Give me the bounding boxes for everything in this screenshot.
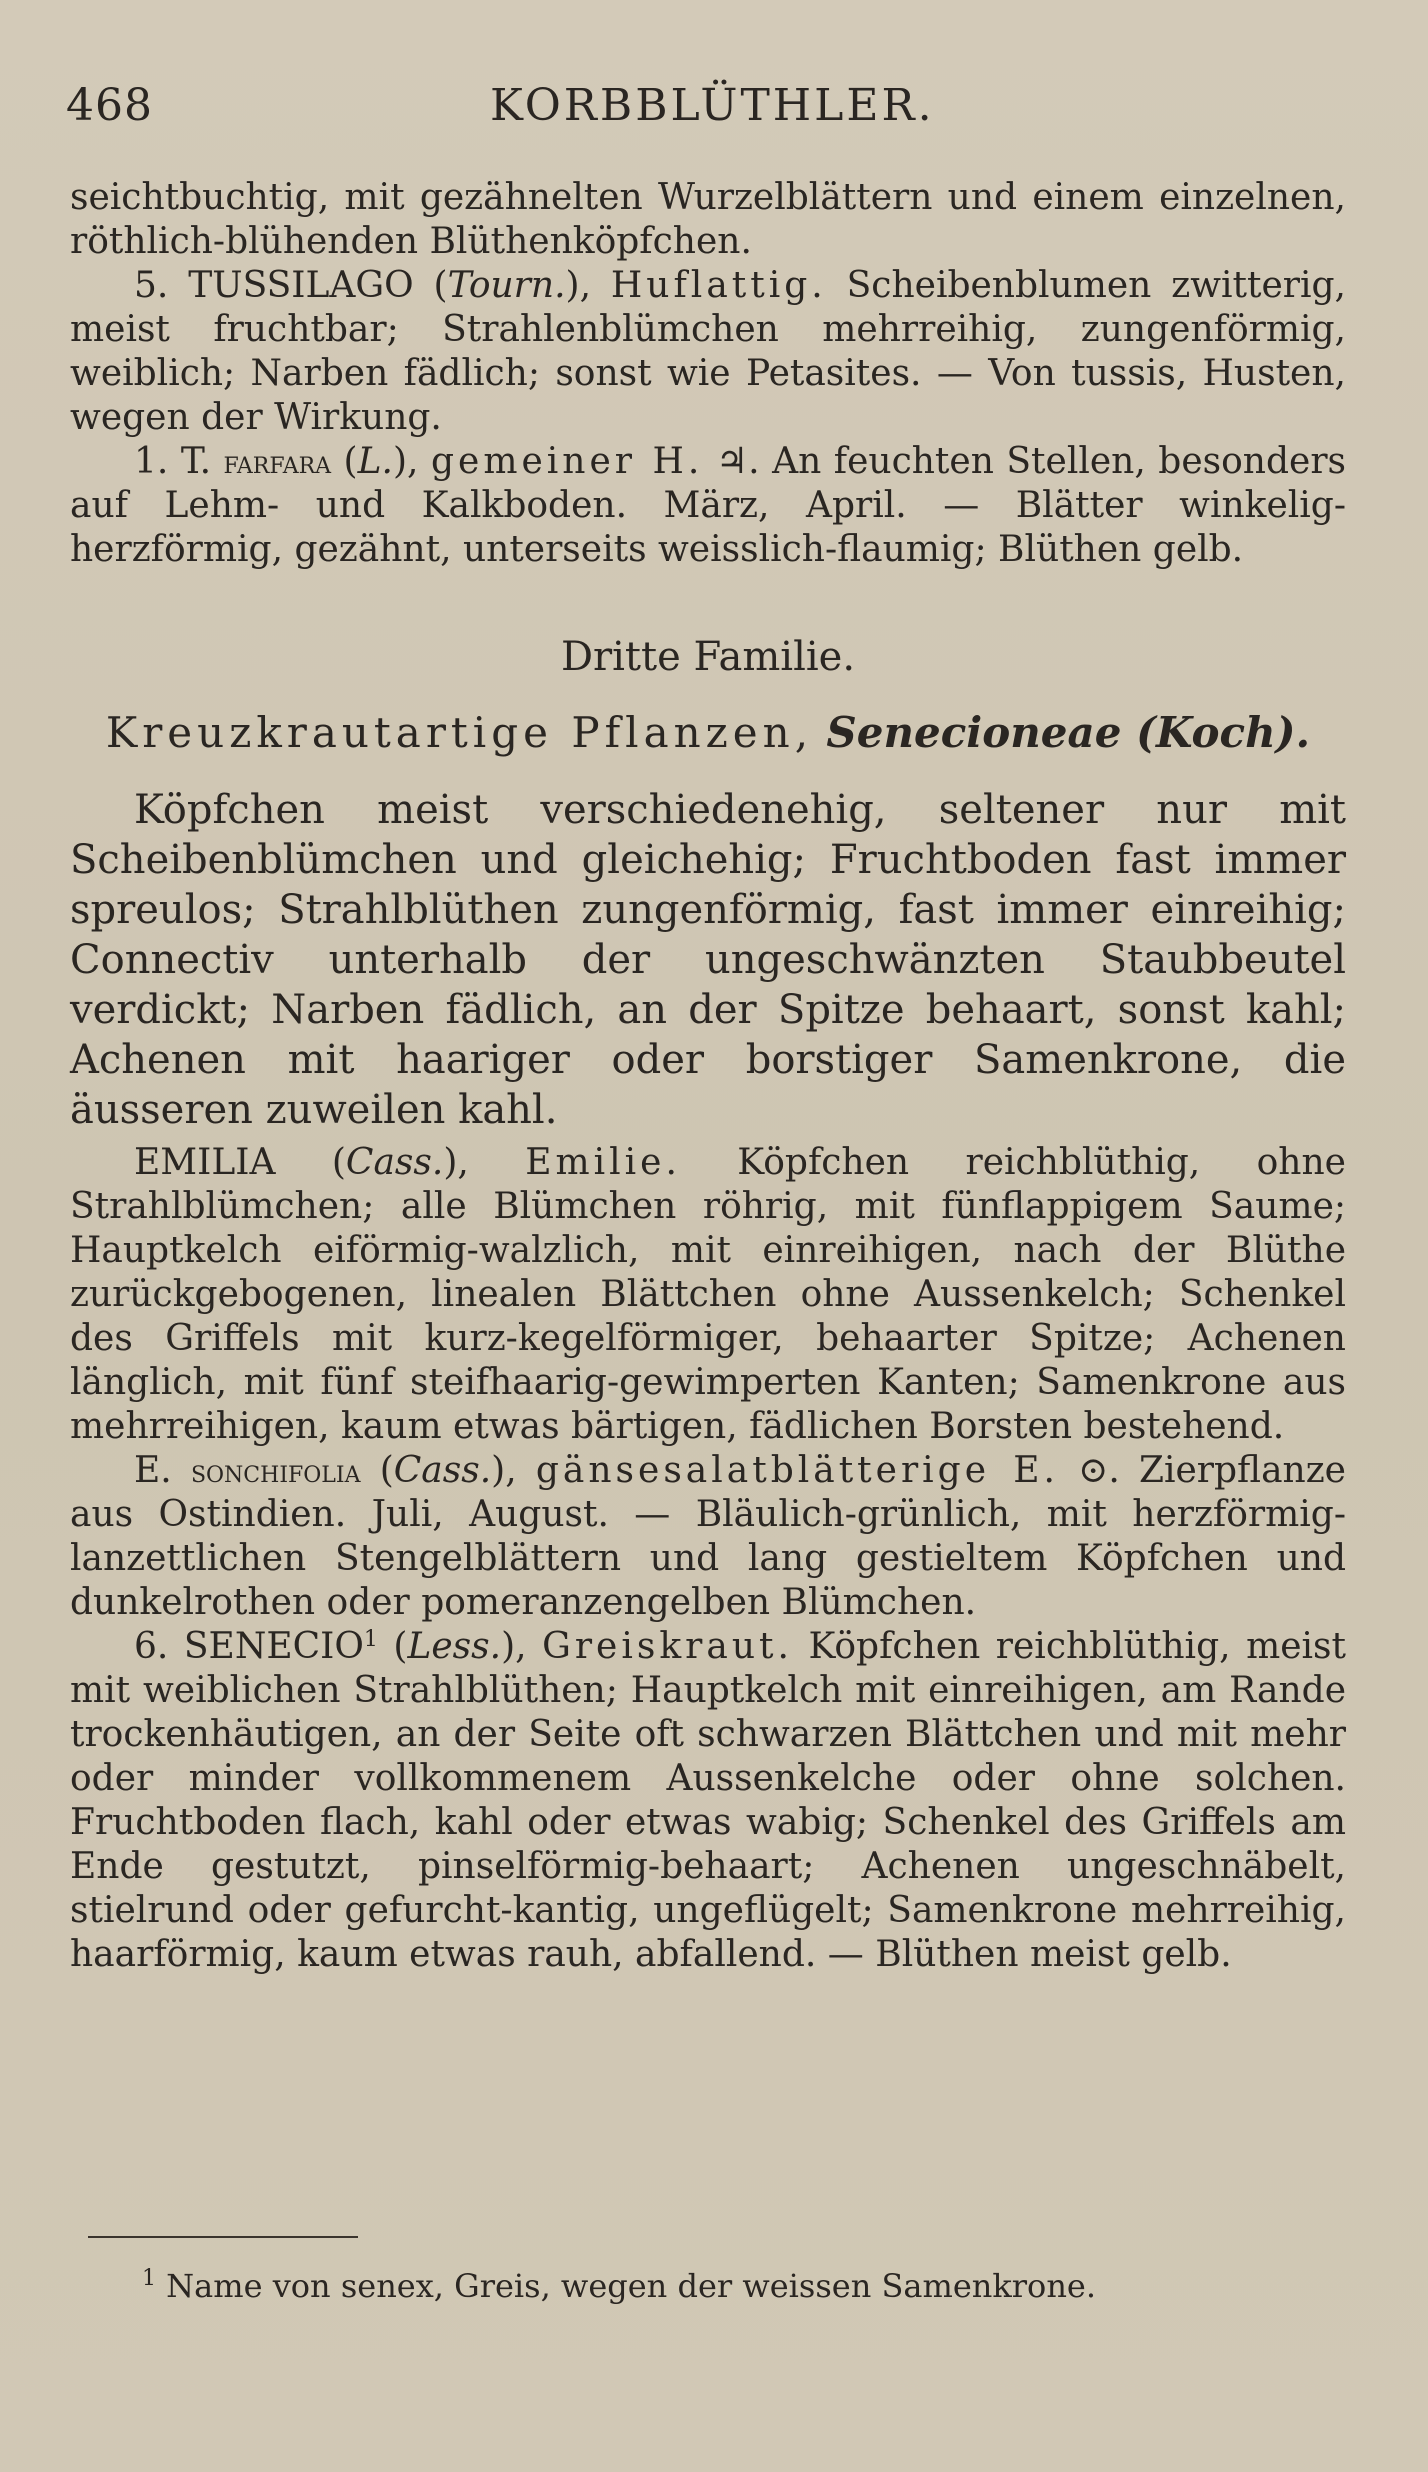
running-title: KORBBLÜTHLER. [490,80,935,131]
species-number: 1. T. [134,441,212,482]
group-name: Kreuzkrautartige Pflanzen, [105,708,814,757]
family-description: Köpfchen meist verschiedenehig, seltener nur mit Scheibenblümchen und gleichehig; Fruchtboden fast immer spreulos; Strahlblüthen zungenförmig, fast immer einreihig; Connectiv unterhalb der ungeschwänzten Staubbeutel verdickt; Narben fädlich, an der Spitze behaart, sonst kahl; Achenen mit haariger oder borstiger Samenkrone, die äusseren zuweilen kahl. [70,787,1346,1133]
genus-emilia: EMILIA (Cass.), Emilie. Köpfchen reichblüthig, ohne Strahlblümchen; alle Blümchen röhrig, mit fünflappigem Saume; Hauptkelch eiförmig-walzlich, mit einreihigen, nach der Blüthe zurückgebogenen, linealen Blättchen ohne Aussenkelch; Schenkel des Griffels mit kurz-kegelförmiger, behaarter Spitze; Achenen länglich, mit fünf steifhaarig-gewimperten Kanten; Samenkrone aus mehrreihigen, kaum etwas bärtigen, fädlichen Borsten bestehend. [70,1142,1346,1447]
perennial-symbol: ♃. [715,441,760,482]
footnote-mark: 1 [142,2266,156,2291]
tussilago-continuation: seichtbuchtig, mit gezähnelten Wurzelblättern und einem einzelnen, röthlich-blühenden Blüthenköpfchen. [70,177,1346,262]
species-sonchifolia: E. sonchifolia (Cass.), gänsesalatblätterige E. ⊙. Zierpflanze aus Ostindien. Juli, August. — Bläulich-grünlich, mit herzförmig-lanzettlichen Stengelblättern und lang gestieltem Köpfchen und dunkelrothen oder pomeranzengelben Blümchen. [70,1450,1346,1623]
family-heading: Dritte Familie. [560,634,856,680]
group-heading [70,708,1346,757]
species-prefix: E. [134,1450,172,1491]
annual-symbol: ⊙. [1078,1450,1120,1491]
footnote-reference: 1 [363,1627,378,1652]
genus-senecio: 6. SENECIO$^1$ (Less.), Greiskraut. Köpfchen reichblüthig, meist mit weiblichen Strahlblüthen; Hauptkelch mit einreihigen, am Rande trockenhäutigen, an der Seite oft schwarzen Blättchen und mit mehr oder minder vollkommenem Aussenkelche oder ohne solchen. Fruchtboden flach, kahl oder etwas wabig; Schenkel des Griffels am Ende gestutzt, pinselförmig-behaart; Achenen ungeschnäbelt, stielrund oder gefurcht-kantig, ungeflügelt; Samenkrone mehrreihig, haarförmig, kaum etwas rauh, abfallend. — Blüthen meist gelb. [70,1626,1346,1975]
genus-description: Köpfchen reichblüthig, meist mit weiblichen Strahlblüthen; Hauptkelch mit einreihigen, am Rande trockenhäutigen, an der Seite oft schwarzen Blättchen und mit mehr oder minder vollkommenem Aussenkelche oder ohne solchen. Fruchtboden flach, kahl oder etwas wabig; Schenkel des Griffels am Ende gestutzt, pinselförmig-behaart; Achenen ungeschnäbelt, stielrund oder gefurcht-kantig, ungeflügelt; Samenkrone mehrreihig, haarförmig, kaum etwas rauh, abfallend. — Blüthen meist gelb. [70,1626,1346,1975]
footnote [142,2266,1096,2306]
genus-common-name: Huflattig. [610,265,827,306]
species-common-name: gemeiner H. [430,441,704,482]
species-description: Zierpflanze aus Ostindien. Juli, August. — Bläulich-grünlich, mit herzförmig-lanzettlichen Stengelblättern und lang gestieltem Köpfchen und dunkelrothen oder pomeranzengelben Blümchen. [70,1450,1346,1623]
genus-tussilago: 5. TUSSILAGO (Tourn.), Huflattig. Scheibenblumen zwitterig, meist fruchtbar; Strahlenblümchen mehrreihig, zungenförmig, weiblich; Narben fädlich; sonst wie Petasites. — Von tussis, Husten, wegen der Wirkung. [70,265,1346,438]
genus-number-name: 6. SENECIO [134,1626,364,1667]
species-name: sonchifolia [190,1452,361,1490]
genus-description: Scheibenblumen zwitterig, meist fruchtbar; Strahlenblümchen mehrreihig, zungenförmig, weiblich; Narben fädlich; sonst wie Petasites. — Von tussis, Husten, wegen der Wirkung. [70,265,1346,438]
species-authority: Cass. [393,1450,492,1491]
genus-authority: Tourn. [447,265,566,306]
genus-authority: Cass. [345,1142,444,1183]
group-latin-name: Senecioneae (Koch). [826,708,1311,757]
genus-common-name: Greiskraut. [542,1626,793,1667]
genus-name: EMILIA [134,1142,276,1183]
running-head [66,80,1346,140]
footnote-text: Name von senex, Greis, wegen der weissen Samenkrone. [166,2267,1097,2305]
genus-common-name: Emilie. [525,1142,681,1183]
genus-description: Köpfchen reichblüthig, ohne Strahlblümchen; alle Blümchen röhrig, mit fünflappigem Saume; Hauptkelch eiförmig-walzlich, mit einreihigen, nach der Blüthe zurückgebogenen, linealen Blättchen ohne Aussenkelch; Schenkel des Griffels mit kurz-kegelförmiger, behaarter Spitze; Achenen länglich, mit fünf steifhaarig-gewimperten Kanten; Samenkrone aus mehrreihigen, kaum etwas bärtigen, fädlichen Borsten bestehend. [70,1142,1346,1447]
footnote-rule [88,2236,358,2238]
page-body [70,176,1346,1977]
genus-number-name: 5. TUSSILAGO [134,265,414,306]
species-farfara: 1. T. farfara (L.), gemeiner H. ♃. An feuchten Stellen, besonders auf Lehm- und Kalkboden. März, April. — Blätter winkelig-herzförmig, gezähnt, unterseits weisslich-flaumig; Blüthen gelb. [70,441,1347,570]
page-number: 468 [66,80,153,131]
species-name: farfara [223,443,332,481]
species-common-name: gänsesalatblätterige E. [535,1450,1059,1491]
genus-authority: Less. [407,1626,502,1667]
species-authority: L. [357,441,393,482]
species-description: An feuchten Stellen, besonders auf Lehm- und Kalkboden. März, April. — Blätter winkelig-herzförmig, gezähnt, unterseits weisslich-flaumig; Blüthen gelb. [70,441,1347,570]
